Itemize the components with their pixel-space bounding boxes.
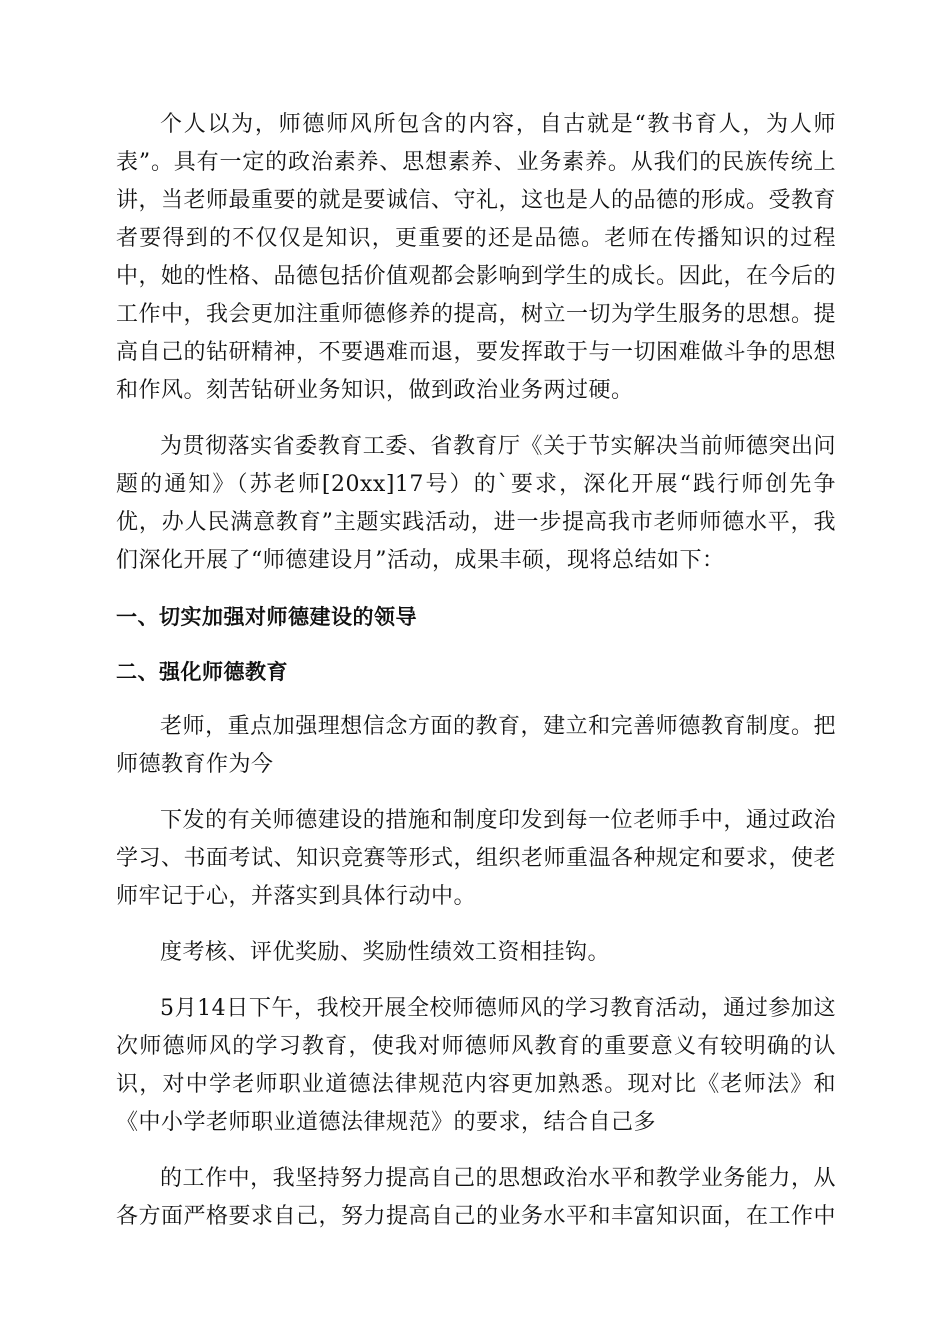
paragraph-may-14-study: 5月14日下午，我校开展全校师德师风的学习教育活动，通过参加这次师德师风的学习教育，使我对师德师风教育的重要意义有较明确的认识，对中学老师职业道德法律规范内容更加熟悉。现对比《老师法》和《中小学老师职业道德法律规范》的要求，结合自己多 xyxy=(116,996,836,1135)
paragraph-measures-distribution: 下发的有关师德建设的措施和制度印发到每一位老师手中，通过政治学习、书面考试、知识竞赛等形式，组织老师重温各种规定和要求，使老师牢记于心，并落实到具体行动中。 xyxy=(116,808,837,909)
section-heading-leadership: 一、切实加强对师德建设的领导 xyxy=(116,605,417,629)
paragraph-assessment-link: 度考核、评优奖励、奖励性绩效工资相挂钩。 xyxy=(160,940,611,965)
document-body xyxy=(116,106,836,1254)
paragraph-ideal-belief: 老师，重点加强理想信念方面的教育，建立和完善师德教育制度。把师德教育作为今 xyxy=(116,714,836,777)
section-heading-education: 二、强化师德教育 xyxy=(116,660,288,684)
paragraph-work-commitment: 的工作中，我坚持努力提高自己的思想政治水平和教学业务能力，从各方面严格要求自己，努力提高自己的业务水平和丰富知识面，在工作中 xyxy=(116,1166,837,1229)
paragraph-teacher-ethics-content: 个人以为，师德师风所包含的内容，自古就是“教书育人，为人师表”。具有一定的政治素养、思想素养、业务素养。从我们的民族传统上讲，当老师最重要的就是要诚信、守礼，这也是人的品德的形成。受教育者要得到的不仅仅是知识，更重要的还是品德。老师在传播知识的过程中，她的性格、品德包括价值观都会影响到学生的成长。因此，在今后的工作中，我会更加注重师德修养的提高，树立一切为学生服务的思想。提高自己的钻研精神，不要遇难而退，要发挥敢于与一切困难做斗争的思想和作风。刻苦钻研业务知识，做到政治业务两过硬。 xyxy=(116,112,837,403)
paragraph-implementation-notice: 为贯彻落实省委教育工委、省教育厅《关于节实解决当前师德突出问题的通知》（苏老师[20xx]17号）的`要求，深化开展“践行师创先争优，办人民满意教育”主题实践活动，进一步提高我市老师师德水平，我们深化开展了“师德建设月”活动，成果丰硕，现将总结如下： xyxy=(116,434,836,573)
